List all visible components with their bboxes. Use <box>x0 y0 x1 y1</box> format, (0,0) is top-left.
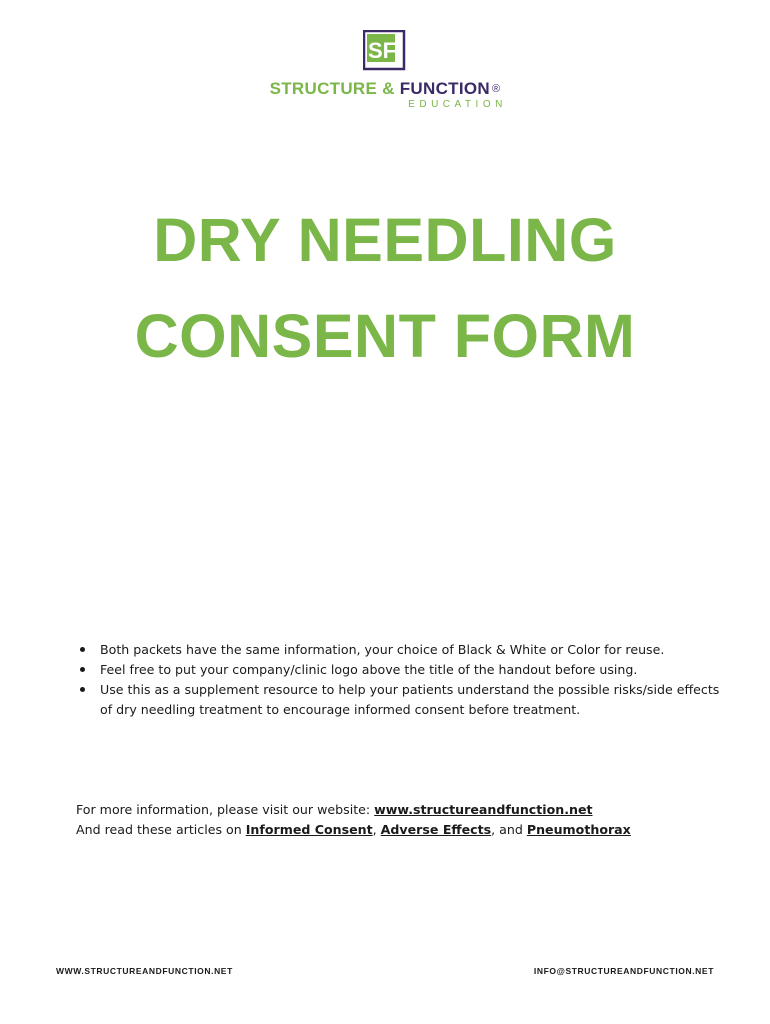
bullet-icon <box>80 647 85 652</box>
logo-subtitle: EDUCATION <box>408 99 507 110</box>
title-line-2: CONSENT FORM <box>134 302 636 370</box>
website-line: For more information, please visit our website: www.structureandfunction.net <box>76 802 593 817</box>
list-item: Both packets have the same information, your choice of Black & White or Color for reuse. <box>100 640 730 660</box>
registered-mark: ® <box>491 83 501 95</box>
sf-logo-icon <box>363 30 407 72</box>
notes-list <box>76 640 730 720</box>
footer-website: WWW.STRUCTUREANDFUNCTION.NET <box>56 966 233 976</box>
logo-name-function: FUNCTION <box>399 79 490 98</box>
more-info <box>76 800 716 840</box>
adverse-effects-link[interactable]: Adverse Effects <box>380 822 492 837</box>
articles-line: And read these articles on Informed Consent, Adverse Effects, and Pneumothorax <box>76 822 631 837</box>
pneumothorax-link[interactable]: Pneumothorax <box>526 822 631 837</box>
website-link[interactable]: www.structureandfunction.net <box>374 802 593 817</box>
logo <box>0 30 770 110</box>
bullet-icon <box>80 687 85 692</box>
logo-name-structure: STRUCTURE & <box>269 79 400 98</box>
informed-consent-link[interactable]: Informed Consent <box>245 822 373 837</box>
title-line-1: DRY NEEDLING <box>153 206 617 274</box>
page-title <box>0 192 770 384</box>
logo-wordmark <box>0 80 770 98</box>
footer-email: INFO@STRUCTUREANDFUNCTION.NET <box>533 966 714 976</box>
list-item: Feel free to put your company/clinic logo above the title of the handout before using. <box>100 660 730 680</box>
bullet-icon <box>80 667 85 672</box>
list-item: Use this as a supplement resource to help your patients understand the possible risks/side effects of dry needling treatment to encourage informed consent before treatment. <box>100 680 730 720</box>
svg-text:SF: SF <box>368 38 397 63</box>
